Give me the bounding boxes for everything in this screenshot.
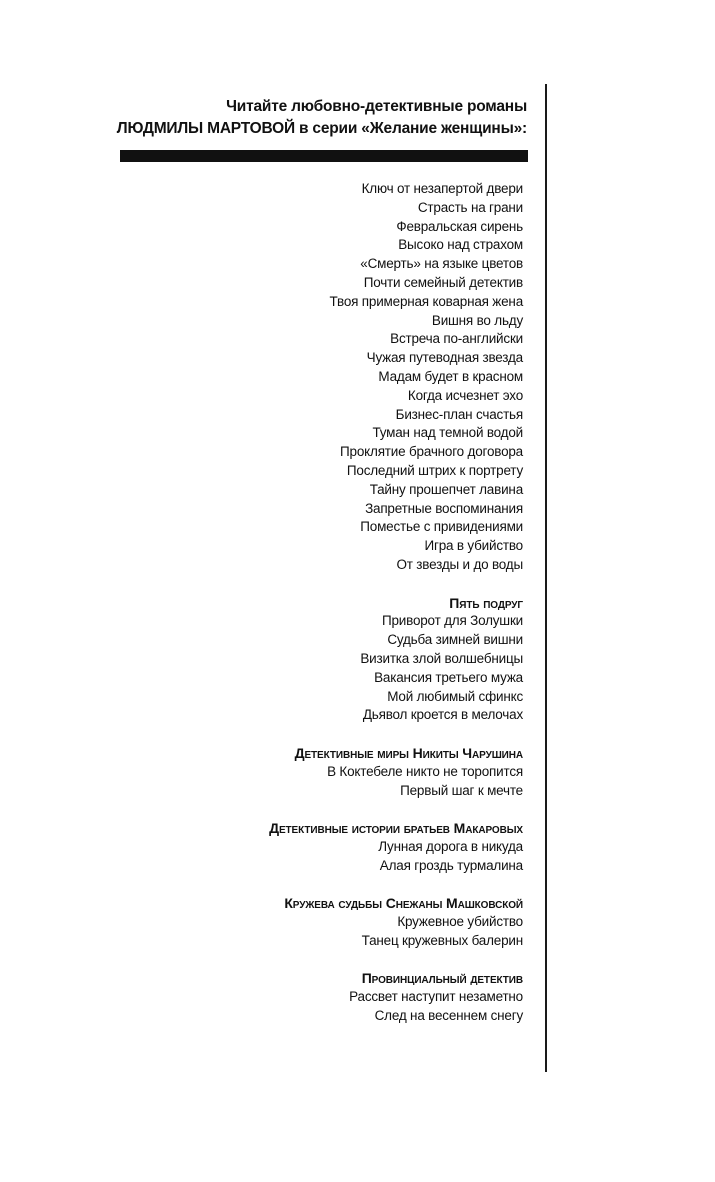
- series-title: Детективные миры Никиты Чарушина: [294, 744, 523, 761]
- book-title: Запретные воспоминания: [365, 500, 523, 516]
- book-title: Высоко над страхом: [398, 237, 523, 253]
- book-title: Поместье с привидениями: [360, 519, 523, 535]
- series-block-pyat-podrug: [103, 594, 523, 726]
- book-title: Когда исчезнет эхо: [407, 387, 523, 403]
- titles-column: [103, 180, 523, 1026]
- series-book-list: [103, 988, 523, 1026]
- book-title: Мадам будет в красном: [378, 368, 523, 384]
- book-title: Почти семейный детектив: [363, 274, 523, 290]
- vertical-divider: [545, 84, 547, 1072]
- book-title: Судьба зимней вишни: [387, 632, 523, 648]
- book-title: Приворот для Золушки: [381, 613, 523, 629]
- series-title: Пять подруг: [449, 594, 523, 611]
- series-block-charushin: [103, 744, 523, 800]
- book-title: Кружевное убийство: [397, 914, 523, 930]
- book-title: Алая гроздь турмалина: [379, 857, 523, 873]
- book-title: Игра в убийство: [424, 538, 523, 554]
- book-title: След на весеннем снегу: [374, 1008, 523, 1024]
- book-title: Ключ от незапертой двери: [361, 181, 523, 196]
- series-book-list: [103, 763, 523, 801]
- header-bar: [120, 150, 528, 162]
- book-title: Тайну прошепчет лавина: [369, 481, 523, 497]
- book-title: От звезды и до воды: [396, 556, 523, 572]
- book-title: Вишня во льду: [431, 312, 523, 328]
- book-title: Первый шаг к мечте: [400, 782, 523, 798]
- header-line-2: ЛЮДМИЛЫ МАРТОВОЙ в серии «Желание женщины»:: [116, 120, 527, 137]
- page-header: [117, 96, 527, 140]
- book-title: Бизнес-план счастья: [395, 406, 523, 422]
- series-book-list: [103, 913, 523, 951]
- series-title: Детективные истории братьев Макаровых: [269, 820, 523, 837]
- book-title: Дьявол кроется в мелочах: [362, 707, 523, 723]
- series-title: Кружева судьбы Снежаны Машковской: [284, 895, 523, 912]
- book-title: Встреча по-английски: [390, 331, 523, 347]
- book-title: Визитка злой волшебницы: [360, 650, 523, 666]
- book-title: Твоя примерная коварная жена: [329, 293, 523, 309]
- main-title-list: [103, 180, 523, 575]
- book-title: «Смерть» на языке цветов: [360, 256, 523, 272]
- series-block-provincial: [103, 969, 523, 1025]
- book-title: Туман над темной водой: [372, 425, 523, 441]
- book-title: Февральская сирень: [396, 218, 523, 234]
- series-block-makarovy: [103, 819, 523, 875]
- book-title: Лунная дорога в никуда: [378, 838, 523, 854]
- book-title: Танец кружевных балерин: [361, 932, 523, 948]
- series-title: Провинциальный детектив: [361, 970, 523, 987]
- book-title: Страсть на грани: [417, 199, 523, 215]
- series-book-list: [103, 612, 523, 725]
- book-title: Последний штрих к портрету: [346, 462, 523, 478]
- header-line-1: Читайте любовно-детективные романы: [226, 98, 527, 115]
- book-title: Мой любимый сфинкс: [387, 688, 523, 704]
- book-title: Проклятие брачного договора: [340, 444, 523, 460]
- book-title: В Коктебеле никто не торопится: [327, 763, 523, 779]
- series-book-list: [103, 838, 523, 876]
- book-title: Рассвет наступит незаметно: [349, 989, 523, 1005]
- book-title: Чужая путеводная звезда: [366, 350, 523, 366]
- book-title: Вакансия третьего мужа: [374, 669, 523, 685]
- series-block-mashkovskaya: [103, 894, 523, 950]
